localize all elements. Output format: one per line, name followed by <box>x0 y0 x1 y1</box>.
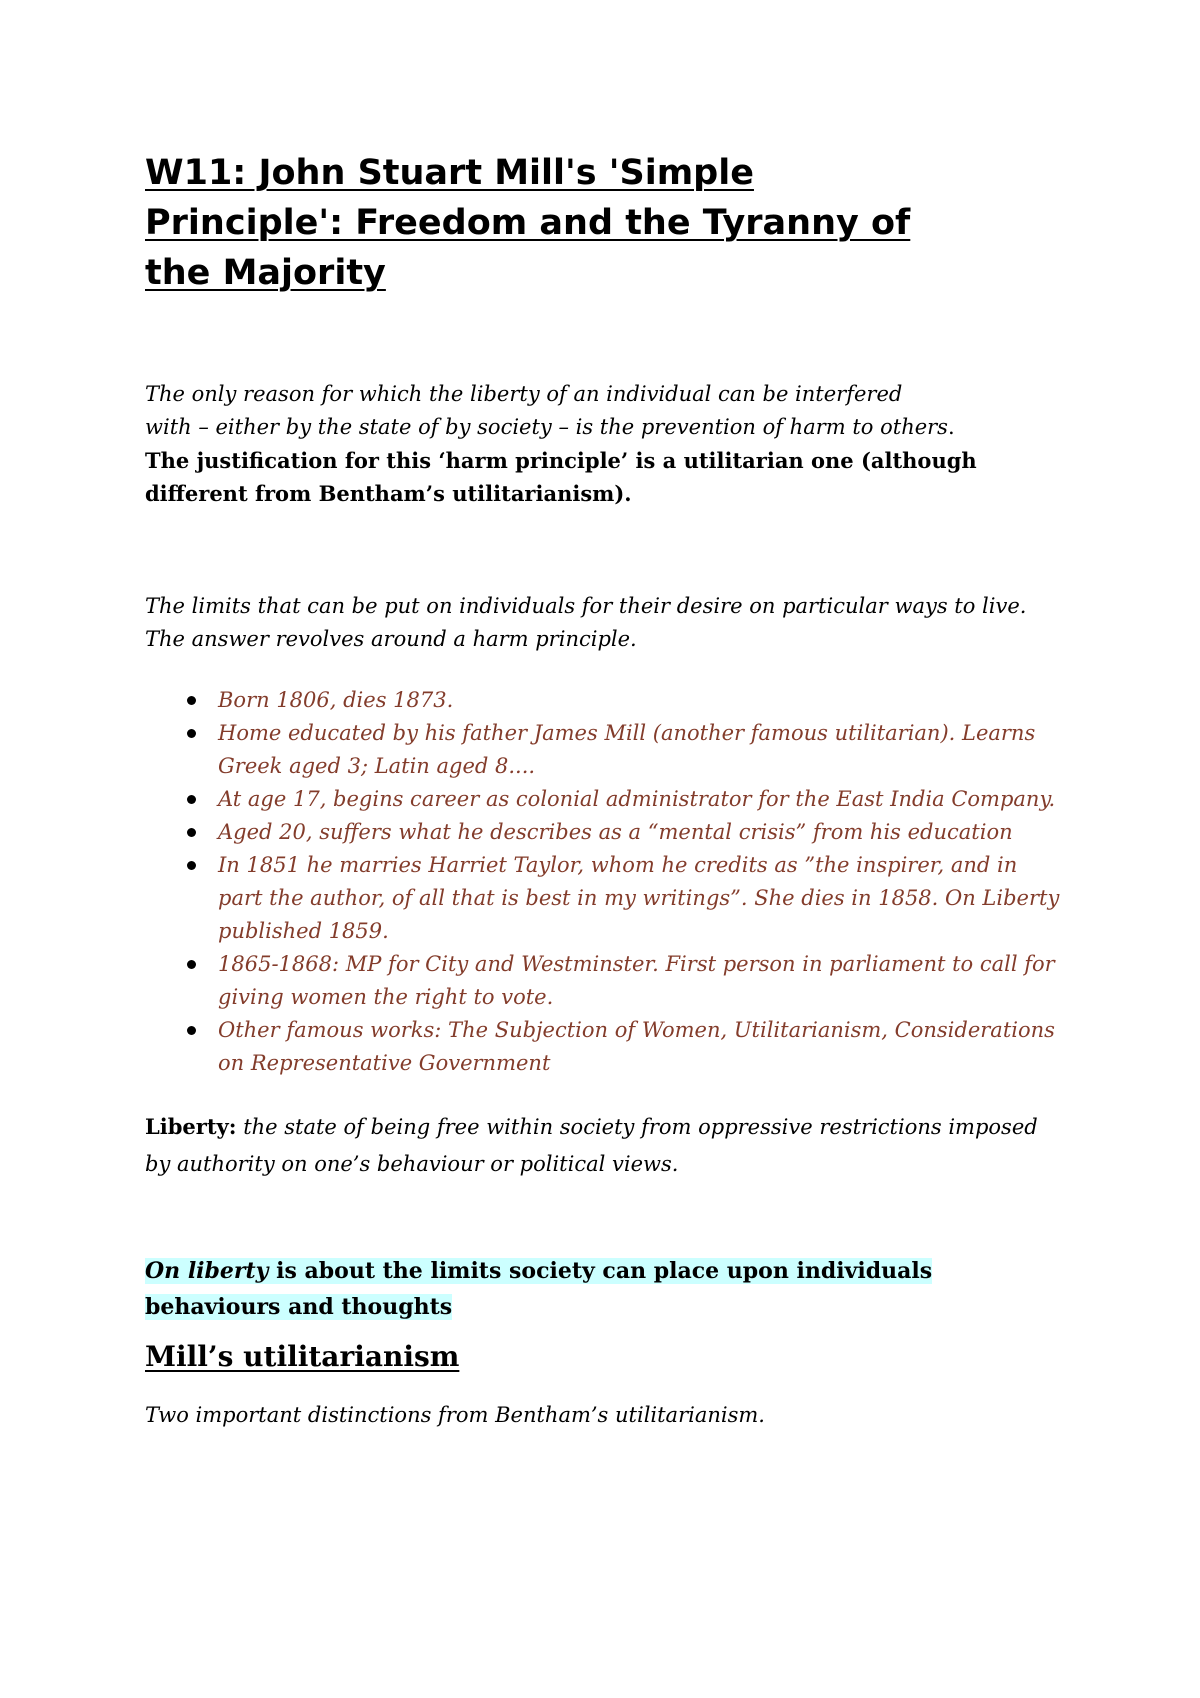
intro-bold-justification: The justification for this ‘harm principle’ is a utilitarian one (although different from Bentham’s utilitarianism). <box>145 448 977 506</box>
section-heading-mills-utilitarianism: Mill’s utilitarianism <box>145 1340 460 1373</box>
liberty-definition <box>145 1108 1065 1183</box>
list-item <box>145 849 1065 948</box>
list-item-text: Aged 20, suffers what he describes as a “mental crisis” from his education <box>218 820 1013 844</box>
on-liberty-summary-text: is about the limits society can place upon individuals behaviours and thoughts <box>145 1258 933 1320</box>
title-line-2: Principle': Freedom and the Tyranny of <box>145 203 911 243</box>
bullet-icon <box>187 828 196 837</box>
bullet-icon <box>187 1026 196 1035</box>
on-liberty-title: On liberty <box>145 1258 269 1284</box>
on-liberty-summary <box>145 1253 1065 1325</box>
list-item <box>145 1014 1065 1080</box>
list-item <box>145 684 1065 717</box>
bullet-icon <box>187 861 196 870</box>
bullet-icon <box>187 729 196 738</box>
distinctions-paragraph: Two important distinctions from Bentham’s utilitarianism. <box>145 1403 765 1427</box>
intro-italic-line-1: The only reason for which the liberty of an individual can be interfered <box>145 382 903 406</box>
document-page <box>145 148 1065 1432</box>
list-item-text: In 1851 he marries Harriet Taylor, whom he credits as ”the inspirer, and in part the author, of all that is best in my writings”. She dies in 1858. On Liberty published 1859. <box>218 853 1060 943</box>
bullet-icon <box>187 696 196 705</box>
list-item <box>145 717 1065 783</box>
biography-list <box>145 684 1065 1080</box>
list-item <box>145 783 1065 816</box>
list-item <box>145 816 1065 849</box>
list-item <box>145 948 1065 1014</box>
list-item-text: At age 17, begins career as colonial administrator for the East India Company. <box>218 787 1056 811</box>
harm-principle-intro <box>145 378 1065 510</box>
list-item-text: Other famous works: The Subjection of Women, Utilitarianism, Considerations on Representative Government <box>218 1018 1055 1075</box>
intro-italic-line-2-wrap <box>145 415 955 439</box>
intro-italic-line-2: with – either by the state of by society – is the prevention of harm to others <box>145 415 948 439</box>
bullet-icon <box>187 960 196 969</box>
highlighted-text <box>145 1258 932 1320</box>
document-title <box>145 148 1065 298</box>
list-item-text: Home educated by his father James Mill (another famous utilitarian). Learns Greek aged 3; Latin aged 8.... <box>218 721 1036 778</box>
list-item-text: Born 1806, dies 1873. <box>218 688 454 712</box>
liberty-term: Liberty: <box>145 1114 237 1139</box>
list-item-text: 1865-1868: MP for City and Westminster. First person in parliament to call for giving women the right to vote. <box>218 952 1055 1009</box>
intro-period: . <box>947 415 955 439</box>
liberty-definition-text: the state of being free within society from oppressive restrictions imposed by authority on one’s behaviour or political views. <box>145 1115 1038 1176</box>
bullet-icon <box>187 795 196 804</box>
limits-paragraph: The limits that can be put on individuals for their desire on particular ways to live. The answer revolves around a harm principle. <box>145 594 1027 651</box>
title-line-1: W11: John Stuart Mill's 'Simple <box>145 153 754 193</box>
title-line-3: the Majority <box>145 253 386 293</box>
